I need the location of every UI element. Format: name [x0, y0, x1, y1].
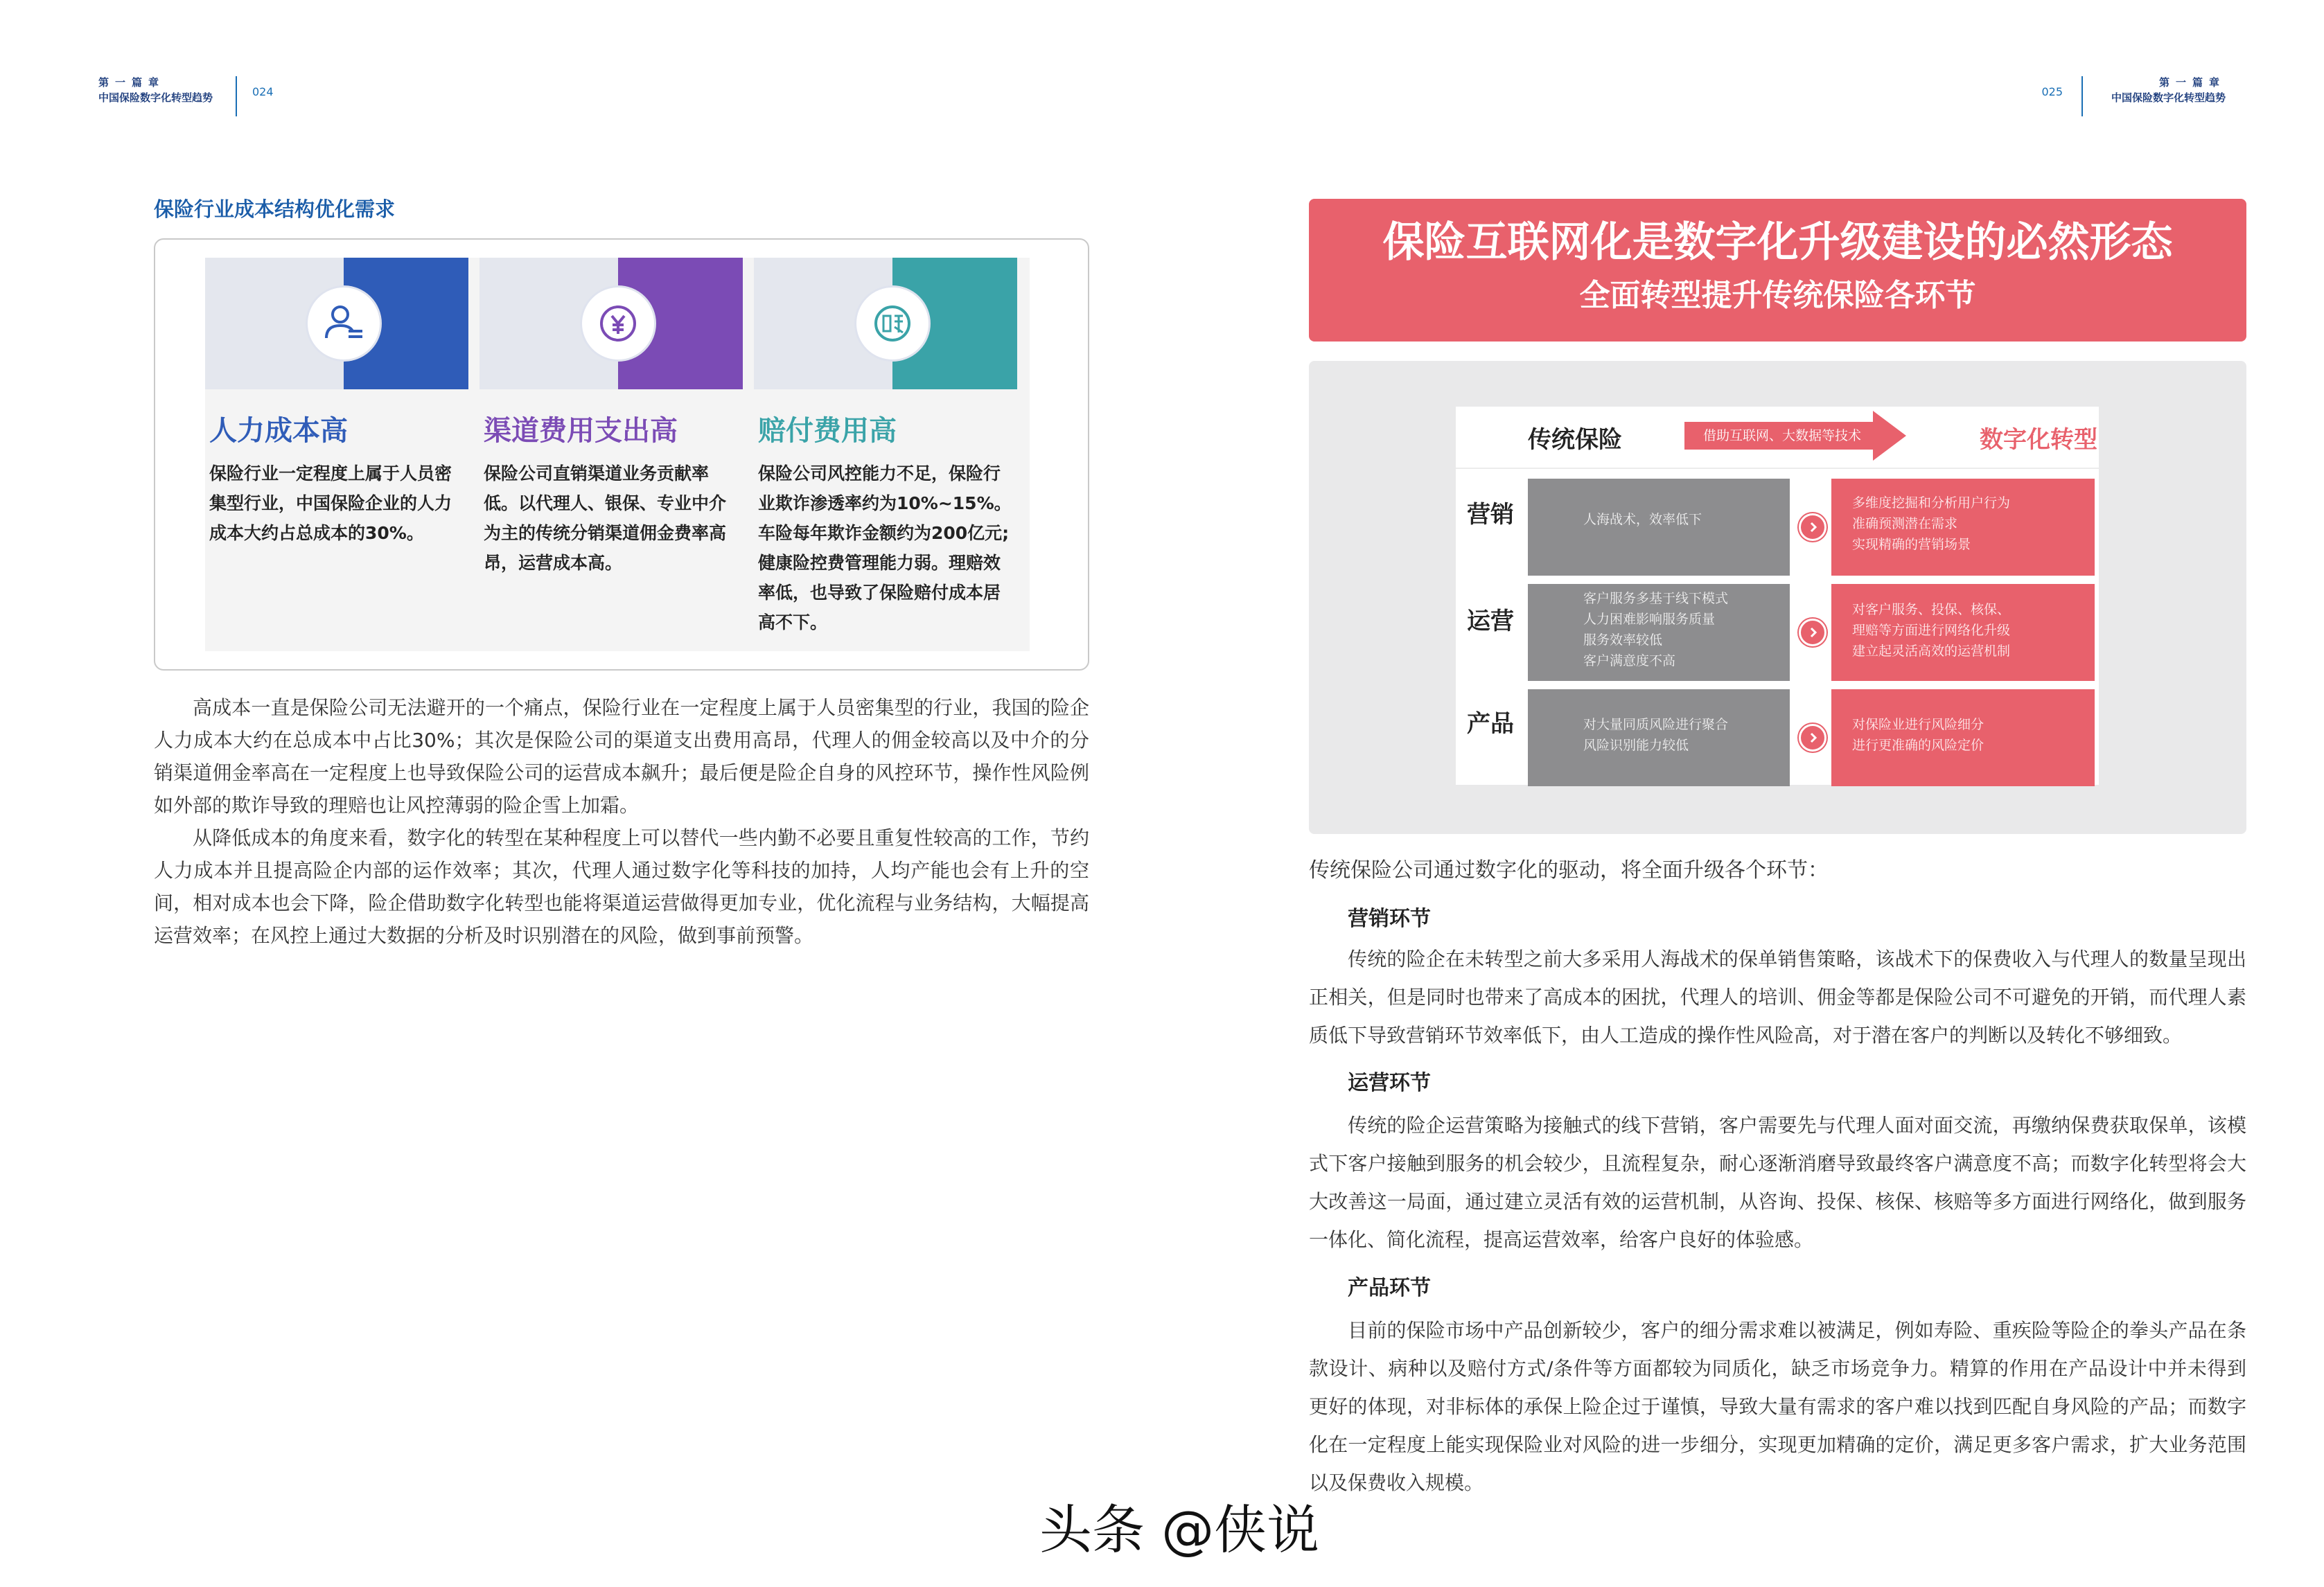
marketing-heading: 营销环节	[1348, 907, 1431, 931]
row-label-marketing: 营销	[1467, 501, 1514, 529]
right-running-header	[2041, 75, 2226, 105]
box-line: 建立起灵活高效的运营机制	[1852, 644, 2011, 659]
box-line: 对保险业进行风险细分	[1852, 717, 1984, 732]
card-description: 保险公司直销渠道业务贡献率低。以代理人、银保、专业中介为主的传统分销渠道佣金费率高昂，运营成本高。	[484, 463, 727, 573]
person-icon	[306, 285, 382, 362]
cost-card-channel	[479, 258, 743, 651]
banner-subtitle: 全面转型提升传统保险各环节	[1579, 278, 1976, 313]
digital-box-product	[1831, 689, 2095, 786]
operations-heading: 运营环节	[1348, 1071, 1431, 1095]
diagram-panel	[1456, 407, 2099, 785]
header-divider	[2081, 76, 2083, 116]
left-body-text	[154, 691, 1089, 952]
money-icon	[580, 285, 656, 362]
card-title: 人力成本高	[209, 415, 348, 447]
right-page	[1162, 0, 2324, 1587]
chevron-right-icon	[1799, 724, 1826, 752]
left-running-header	[98, 75, 274, 105]
box-line: 对大量同质风险进行聚合	[1583, 717, 1729, 732]
banner-title: 保险互联网化是数字化升级建设的必然形态	[1382, 218, 2173, 267]
box-line: 实现精确的营销场景	[1852, 537, 1971, 552]
page-number: 024	[252, 85, 274, 98]
traditional-box-operations	[1528, 584, 1790, 681]
cost-card-claims	[754, 258, 1017, 651]
box-line: 风险识别能力较低	[1583, 738, 1689, 753]
box-line: 人力困难影响服务质量	[1583, 612, 1716, 627]
chapter-label: 第一篇章	[2158, 76, 2226, 89]
chevron-right-icon	[1799, 513, 1826, 541]
page-number: 025	[2041, 85, 2063, 98]
digital-box-operations	[1831, 584, 2095, 681]
box-line: 多维度挖掘和分析用户行为	[1852, 495, 2011, 511]
digital-header: 数字化转型	[1980, 426, 2097, 454]
product-paragraph: 目前的保险市场中产品创新较少，客户的细分需求难以被满足，例如寿险、重疾险等险企的拳头产品在条款设计、病种以及赔付方式/条件等方面都较为同质化，缺乏市场竞争力。精算的作用在产品设计中并未得到更好的体现，对非标体的承保上险企过于谨慎，导致大量有需求的客户难以找到匹配自身风险的产品；而数字化在一定程度上能实现保险业对风险的进一步细分，实现更加精确的定价，满足更多客户需求，扩大业务范围以及保费收入规模。	[1309, 1319, 2246, 1494]
chapter-subtitle: 中国保险数字化转型趋势	[2111, 91, 2226, 104]
chapter-subtitle: 中国保险数字化转型趋势	[98, 91, 213, 104]
box-line: 理赔等方面进行网络化升级	[1852, 623, 2011, 638]
card-title: 渠道费用支出高	[484, 415, 678, 447]
card-description: 保险公司风控能力不足，保险行业欺诈渗透率约为10%~15%。车险每年欺诈金额约为200亿元;健康险控费管理能力弱。理赔效率低，也导致了保险赔付成本居高不下。	[758, 463, 1012, 632]
box-line: 客户服务多基于线下模式	[1583, 591, 1729, 606]
box-line: 准确预测潜在需求	[1852, 516, 1958, 531]
box-line: 客户满意度不高	[1583, 653, 1676, 668]
card-description: 保险行业一定程度上属于人员密集型行业，中国保险企业的人力成本大约占总成本的30%。	[209, 463, 452, 543]
box-line: 对客户服务、投保、核保、	[1852, 602, 2011, 617]
card-title: 赔付费用高	[758, 415, 897, 447]
box-line: 进行更准确的风险定价	[1852, 738, 1984, 753]
header-divider	[236, 76, 237, 116]
row-label-operations: 运营	[1467, 608, 1514, 635]
row-label-product: 产品	[1467, 710, 1514, 738]
digital-box-marketing	[1831, 479, 2095, 576]
transformation-diagram	[1309, 361, 2246, 834]
chapter-label: 第一篇章	[98, 76, 166, 89]
chevron-right-icon	[1799, 619, 1826, 646]
body-paragraph: 从降低成本的角度来看，数字化的转型在某种程度上可以替代一些内勤不必要且重复性较高的工作，节约人力成本并且提高险企内部的运作效率；其次，代理人通过数字化等科技的加持，人均产能也会有上升的空间，相对成本也会下降，险企借助数字化转型也能将渠道运营做得更加专业，优化流程与业务结构，大幅提高运营效率；在风控上通过大数据的分析及时识别潜在的风险，做到事前预警。	[154, 826, 1089, 947]
title-banner	[1309, 199, 2246, 342]
box-line: 服务效率较低	[1583, 632, 1663, 648]
intro-text: 传统保险公司通过数字化的驱动，将全面升级各个环节：	[1309, 858, 1829, 883]
cost-card-labor	[205, 258, 468, 651]
claim-icon	[854, 285, 931, 362]
watermark: 头条 @侠说	[1039, 1499, 1320, 1561]
section-title: 保险行业成本结构优化需求	[154, 197, 396, 221]
marketing-paragraph: 传统的险企在未转型之前大多采用人海战术的保单销售策略，该战术下的保费收入与代理人的数量呈现出正相关，但是同时也带来了高成本的困扰，代理人的培训、佣金等都是保险公司不可避免的开销，而代理人素质低下导致营销环节效率低下，由人工造成的操作性风险高，对于潜在客户的判断以及转化不够细致。	[1309, 948, 2246, 1047]
body-paragraph: 高成本一直是保险公司无法避开的一个痛点，保险行业在一定程度上属于人员密集型的行业，我国的险企人力成本大约在总成本中占比30%；其次是保险公司的渠道支出费用高昂，代理人的佣金较高以及中介的分销渠道佣金率高在一定程度上也导致保险公司的运营成本飙升；最后便是险企自身的风控环节，操作性风险例如外部的欺诈导致的理赔也让风控薄弱的险企雪上加霜。	[154, 696, 1089, 817]
arrow-label: 借助互联网、大数据等技术	[1702, 428, 1861, 443]
traditional-box-product	[1528, 689, 1790, 786]
cost-figure	[154, 238, 1089, 671]
traditional-header: 传统保险	[1528, 426, 1622, 454]
header-divider	[1456, 468, 2099, 469]
product-heading: 产品环节	[1348, 1276, 1431, 1300]
box-line: 人海战术，效率低下	[1583, 512, 1702, 527]
cost-figure-inner	[205, 258, 1030, 651]
traditional-box-marketing	[1528, 479, 1790, 576]
operations-paragraph: 传统的险企运营策略为接触式的线下营销，客户需要先与代理人面对面交流，再缴纳保费获取保单，该模式下客户接触到服务的机会较少，且流程复杂，耐心逐渐消磨导致最终客户满意度不高；而数字化转型将会大大改善这一局面，通过建立灵活有效的运营机制，从咨询、投保、核保、核赔等多方面进行网络化，做到服务一体化、简化流程，提高运营效率，给客户良好的体验感。	[1309, 1114, 2246, 1251]
